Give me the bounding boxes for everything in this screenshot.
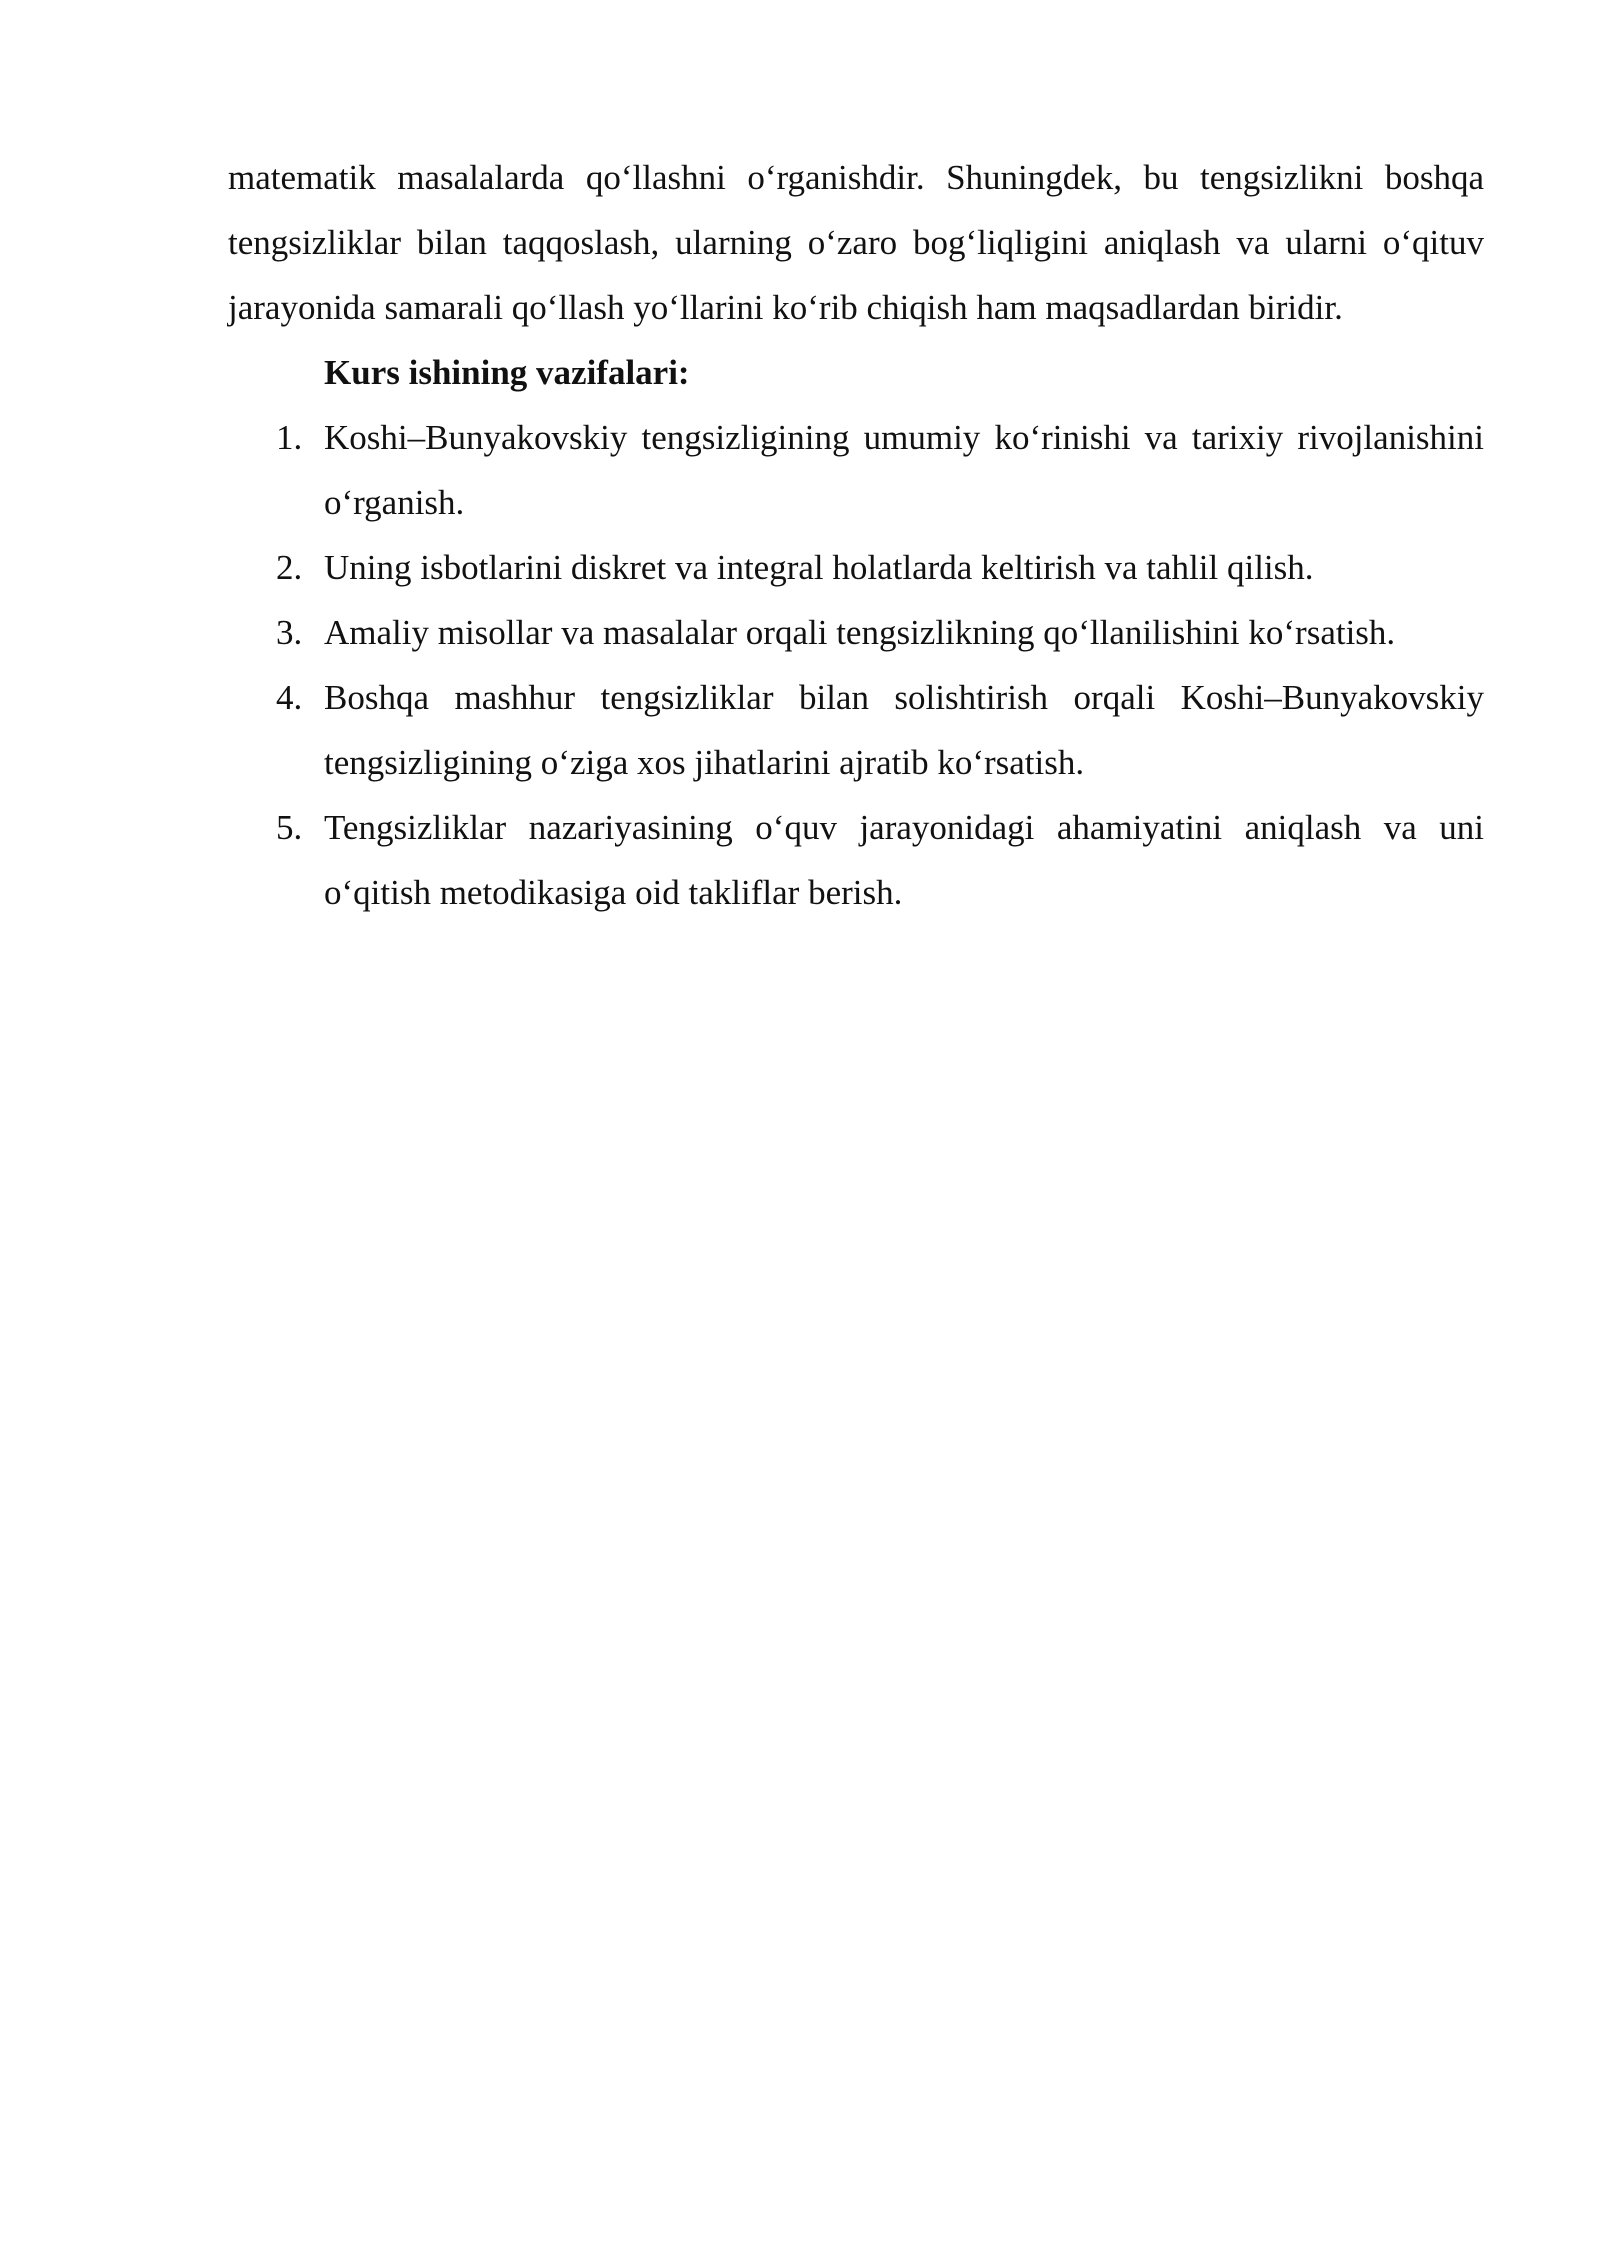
list-item-text: Boshqa mashhur tengsizliklar bilan solishtirish orqali Koshi–Bunyakovskiy tengsizligining o‘ziga xos jihatlarini ajratib ko‘rsatish. [324, 678, 1484, 782]
list-item [228, 405, 1484, 535]
intro-paragraph: matematik masalalarda qo‘llashni o‘rganishdir. Shuningdek, bu tengsizlikni boshqa tengsizliklar bilan taqqoslash, ularning o‘zaro bog‘liqligini aniqlash va ularni o‘qituv jarayonida samarali qo‘llash yo‘llarini ko‘rib chiqish ham maqsadlardan biridir. [228, 158, 1484, 327]
list-item-number: 4. [276, 678, 303, 717]
list-item-text: Uning isbotlarini diskret va integral holatlarda keltirish va tahlil qilish. [324, 548, 1314, 587]
list-item-number: 5. [276, 808, 303, 847]
list-item [228, 665, 1484, 795]
list-item-text: Amaliy misollar va masalalar orqali tengsizlikning qo‘llanilishini ko‘rsatish. [324, 613, 1396, 652]
list-item-number: 2. [276, 548, 303, 587]
list-item-text: Tengsizliklar nazariyasining o‘quv jarayonidagi ahamiyatini aniqlash va uni o‘qitish metodikasiga oid takliflar berish. [324, 808, 1484, 912]
list-item-number: 3. [276, 613, 303, 652]
page-content [228, 145, 1484, 925]
list-item [228, 795, 1484, 925]
tasks-heading: Kurs ishining vazifalari: [324, 353, 690, 392]
list-item-text: Koshi–Bunyakovskiy tengsizligining umumiy ko‘rinishi va tarixiy rivojlanishini o‘rganish. [324, 418, 1484, 522]
tasks-list [228, 405, 1484, 925]
list-item [228, 535, 1484, 600]
list-item-number: 1. [276, 418, 303, 457]
list-item [228, 600, 1484, 665]
